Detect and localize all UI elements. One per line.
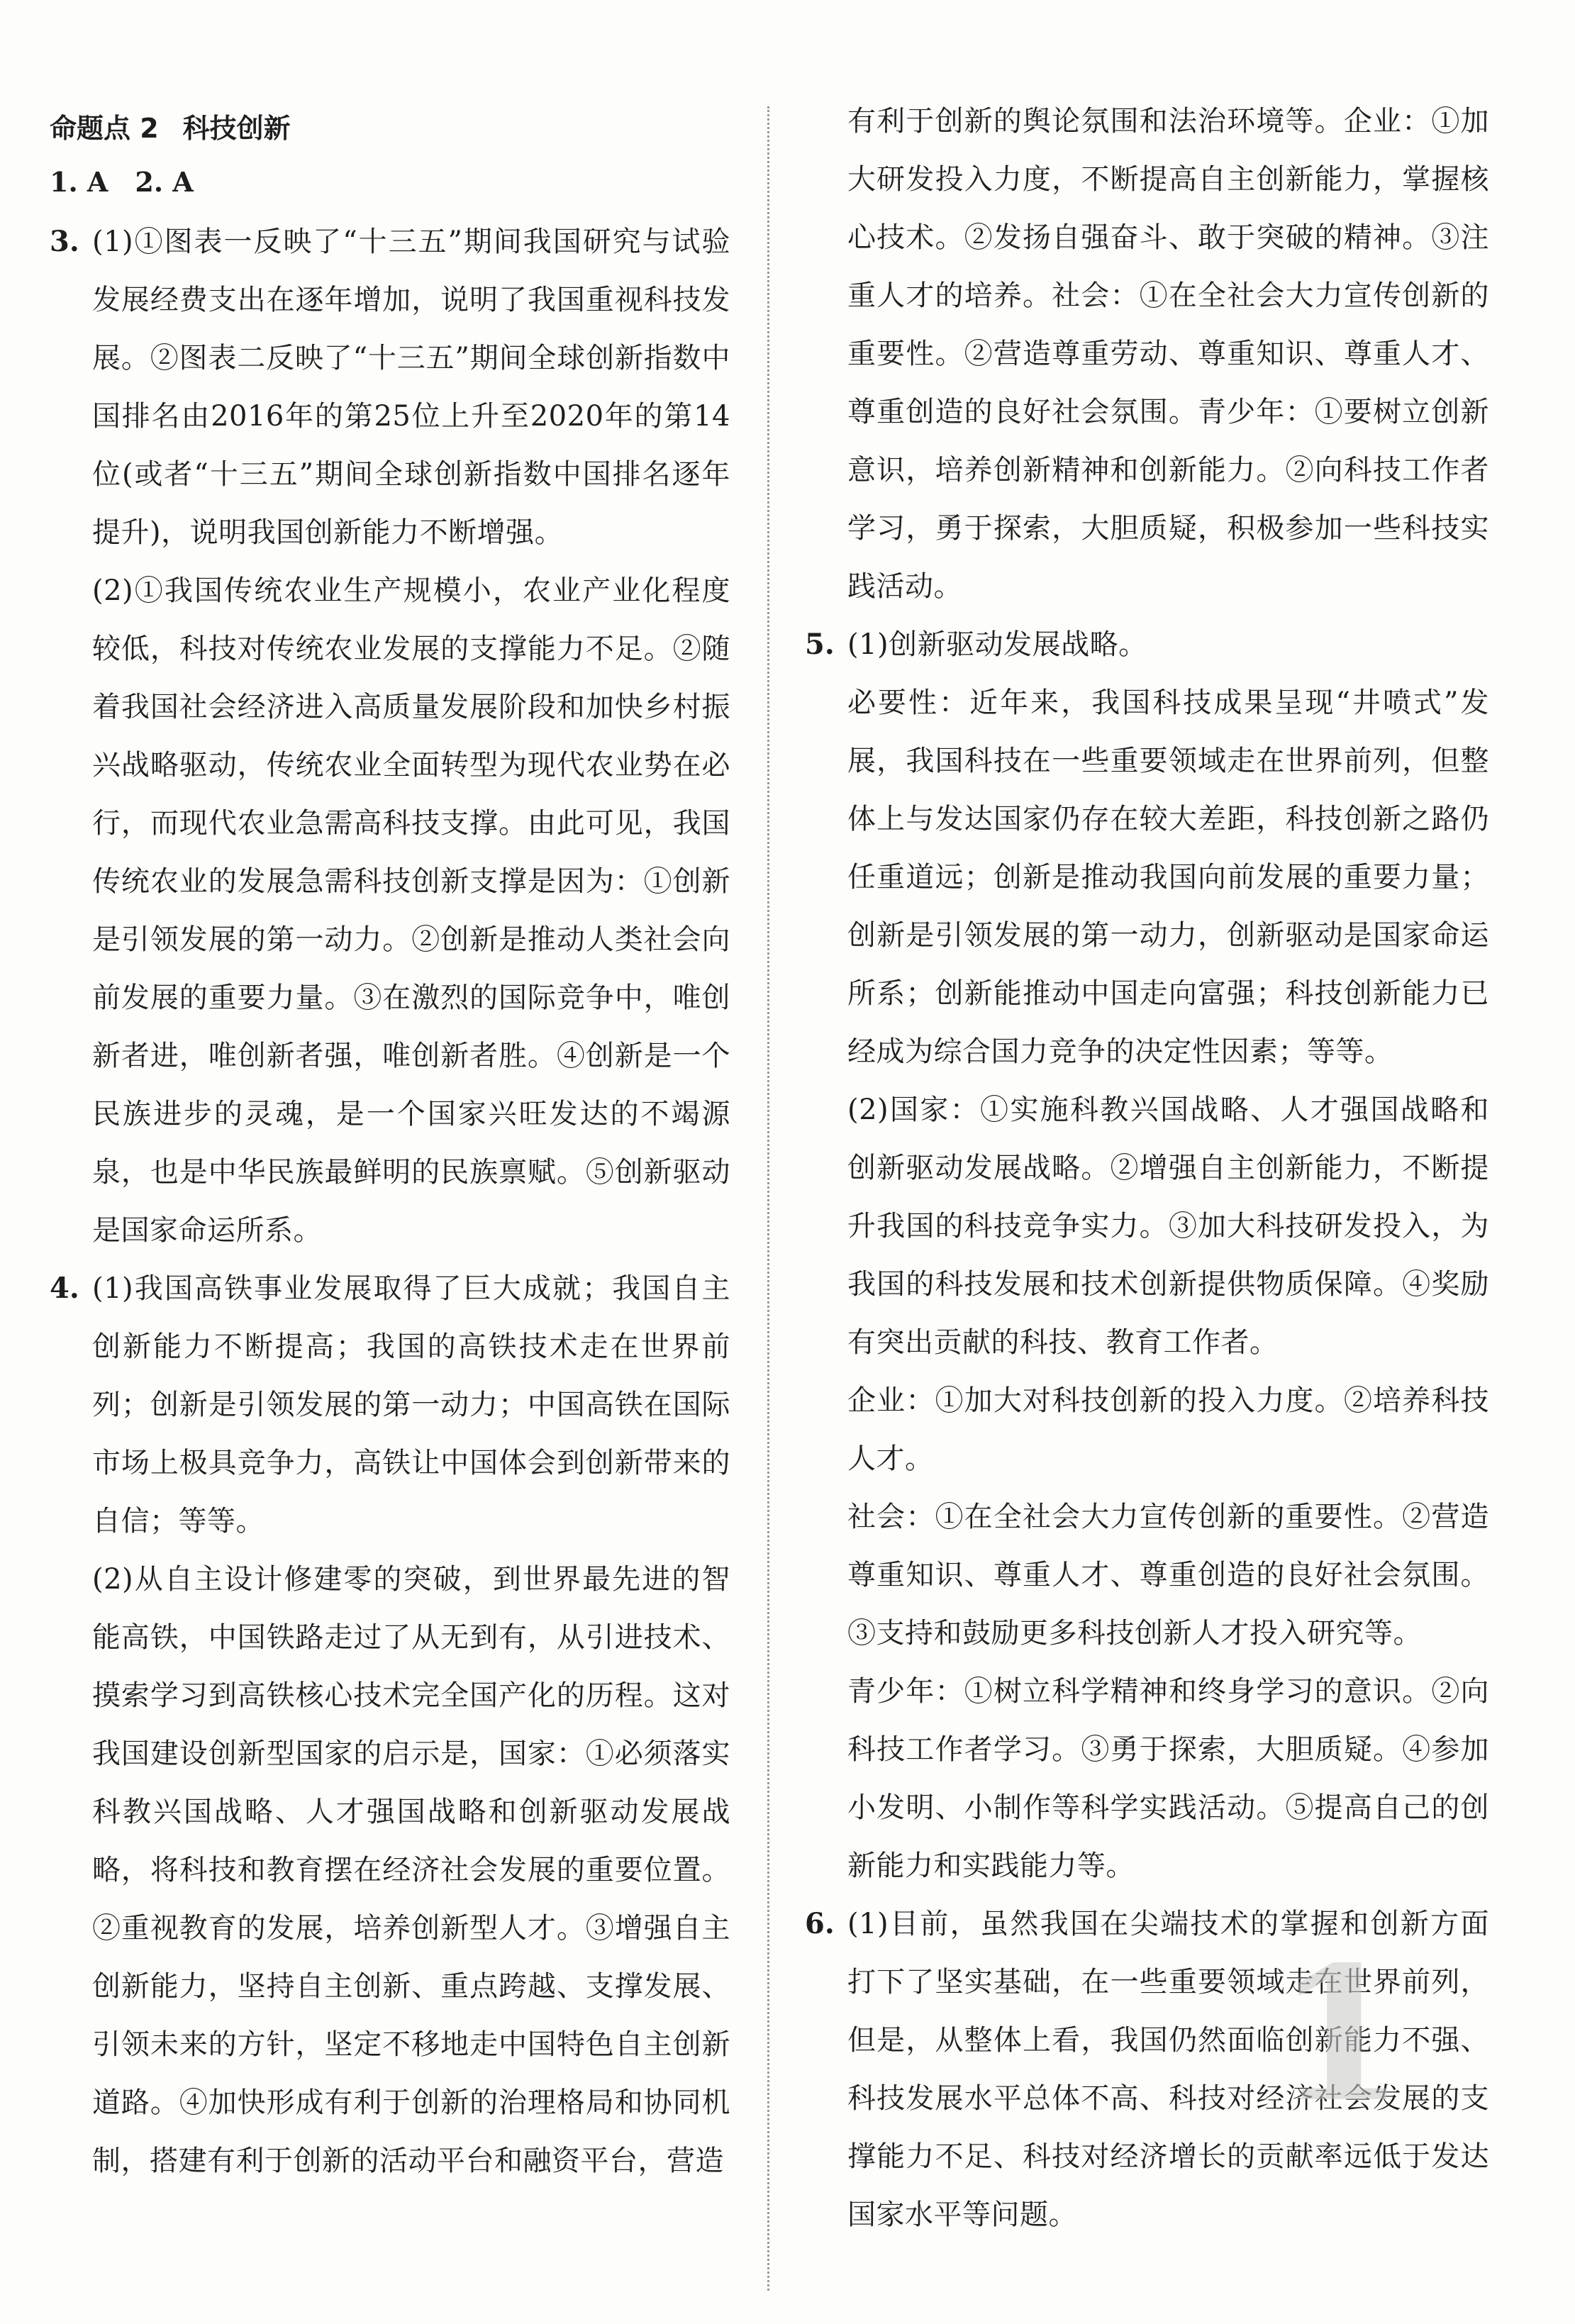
- q5-necessity: 必要性：近年来，我国科技成果呈现“井喷式”发展，我国科技在一些重要领域走在世界前列，但整体上与发达国家仍存在较大差距，科技创新之路仍任重道远；创新是推动我国向前发展的重要力量；创新是引领发展的第一动力，创新驱动是国家命运所系；创新能推动中国走向富强；科技创新能力已经成为综合国力竞争的决定性因素；等等。: [847, 686, 1489, 1068]
- question-5: [805, 616, 1489, 1895]
- q4-part2: (2)从自主设计修建零的突破，到世界最先进的智能高铁，中国铁路走过了从无到有，从引进技术、摸索学习到高铁核心技术完全国产化的历程。这对我国建设创新型国家的启示是，国家：①必须落实科教兴国战略、人才强国战略和创新驱动发展战略，将科技和教育摆在经济社会发展的重要位置。②重视教育的发展，培养创新型人才。③增强自主创新能力，坚持自主创新、重点跨越、支撑发展、引领未来的方针，坚定不移地走中国特色自主创新道路。④加快形成有利于创新的治理格局和协同机制，搭建有利于创新的活动平台和融资平台，营造: [92, 1562, 730, 2177]
- q5-youth: 青少年：①树立科学精神和终身学习的意识。②向科技工作者学习。③勇于探索，大胆质疑。④参加小发明、小制作等科学实践活动。⑤提高自己的创新能力和实践能力等。: [847, 1675, 1489, 1882]
- q3-part1: (1)①图表一反映了“十三五”期间我国研究与试验发展经费支出在逐年增加，说明了我国重视科技发展。②图表二反映了“十三五”期间全球创新指数中国排名由2016年的第25位上升至2020年的第14位(或者“十三五”期间全球创新指数中国排名逐年提升)，说明我国创新能力不断增强。: [92, 225, 730, 549]
- q3-part2: (2)①我国传统农业生产规模小，农业产业化程度较低，科技对传统农业发展的支撑能力不足。②随着我国社会经济进入高质量发展阶段和加快乡村振兴战略驱动，传统农业全面转型为现代农业势在必行，而现代农业急需高科技支撑。由此可见，我国传统农业的发展急需科技创新支撑是因为：①创新是引领发展的第一动力。②创新是推动人类社会向前发展的重要力量。③在激烈的国际竞争中，唯创新者进，唯创新者强，唯创新者胜。④创新是一个民族进步的灵魂，是一个国家兴旺发达的不竭源泉，也是中华民族最鲜明的民族禀赋。⑤创新驱动是国家命运所系。: [92, 574, 730, 1247]
- right-column: [805, 92, 1489, 2244]
- question-number: 3.: [50, 224, 79, 258]
- q5-enterprise: 企业：①加大对科技创新的投入力度。②培养科技人才。: [847, 1384, 1489, 1475]
- q4-part2-continued: 有利于创新的舆论氛围和法治环境等。企业：①加大研发投入力度，不断提高自主创新能力，掌握核心技术。②发扬自强奋斗、敢于突破的精神。③注重人才的培养。社会：①在全社会大力宣传创新的重要性。②营造尊重劳动、尊重知识、尊重人才、尊重创造的良好社会氛围。青少年：①要树立创新意识，培养创新精神和创新能力。②向科技工作者学习，勇于探索，大胆质疑，积极参加一些科技实践活动。: [847, 105, 1489, 603]
- question-number: 4.: [50, 1271, 79, 1305]
- question-3: [50, 213, 730, 1260]
- question-number: 6.: [805, 1907, 835, 1940]
- column-divider: [767, 106, 769, 2291]
- answers-1-2: 1. A 2. A: [50, 166, 194, 198]
- question-number: 5.: [805, 628, 835, 661]
- left-column: [50, 92, 730, 2190]
- section-title: [50, 106, 730, 145]
- section-label: 命题点 2: [50, 113, 159, 144]
- section-topic: 科技创新: [182, 113, 291, 144]
- q5-society: 社会：①在全社会大力宣传创新的重要性。②营造尊重知识、尊重人才、尊重创造的良好社会氛围。③支持和鼓励更多科技创新人才投入研究等。: [847, 1501, 1489, 1650]
- q4-part1: (1)我国高铁事业发展取得了巨大成就；我国自主创新能力不断提高；我国的高铁技术走在世界前列；创新是引领发展的第一动力；中国高铁在国际市场上极具竞争力，高铁让中国体会到创新带来的自信；等等。: [92, 1272, 730, 1538]
- q5-part1: (1)创新驱动发展战略。: [847, 628, 1147, 661]
- question-4: [50, 1260, 730, 2190]
- page-number: 1: [1276, 1927, 1405, 2143]
- q6-part1: (1)目前，虽然我国在尖端技术的掌握和创新方面打下了坚实基础，在一些重要领域走在世界前列，但是，从整体上看，我国仍然面临创新能力不强、科技发展水平总体不高、科技对经济社会发展的支撑能力不足、科技对经济增长的贡献率远低于发达国家水平等问题。: [847, 1908, 1489, 2231]
- q5-part2-state: (2)国家：①实施科教兴国战略、人才强国战略和创新驱动发展战略。②增强自主创新能力，不断提升我国的科技竞争实力。③加大科技研发投入，为我国的科技发展和技术创新提供物质保障。④奖励有突出贡献的科技、教育工作者。: [847, 1094, 1489, 1359]
